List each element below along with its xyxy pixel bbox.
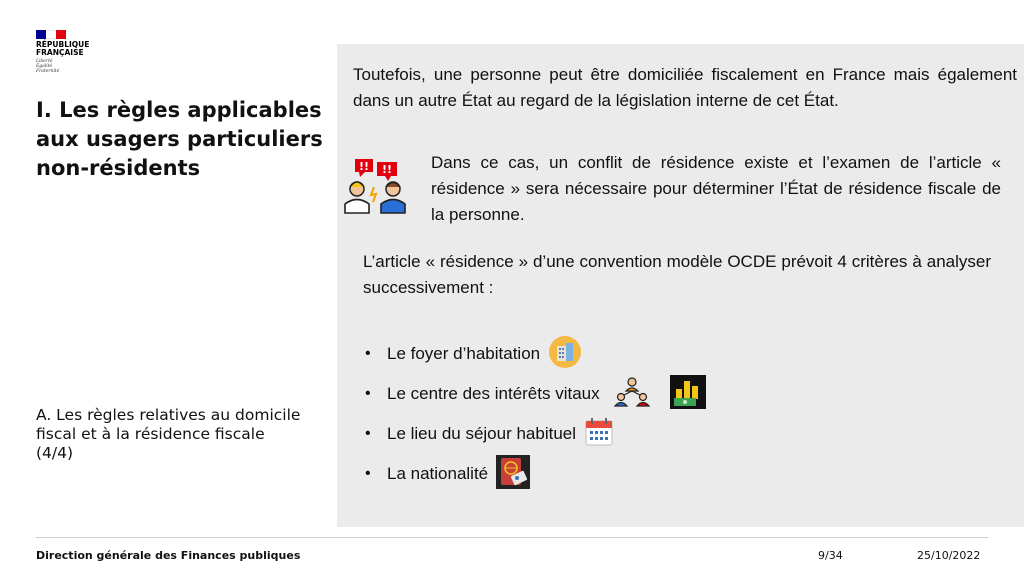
french-flag-icon bbox=[36, 30, 66, 39]
bullet-dot-icon: • bbox=[365, 385, 371, 402]
content-panel bbox=[337, 44, 1024, 527]
money-growth-icon bbox=[670, 375, 706, 414]
list-item bbox=[365, 414, 706, 454]
footer-date: 25/10/2022 bbox=[917, 549, 981, 562]
bullet-dot-icon: • bbox=[365, 425, 371, 442]
passport-icon bbox=[496, 455, 530, 494]
paragraph-conflict: Dans ce cas, un conflit de résidence existe et l’examen de l’article « résidence » sera nécessaire pour déterminer l’État de résidence fiscale de la personne. bbox=[431, 153, 1001, 224]
svg-text:!!: !! bbox=[381, 163, 393, 176]
logo-text: RÉPUBLIQUE FRANÇAISE bbox=[36, 40, 90, 57]
list-item bbox=[365, 454, 706, 494]
list-item bbox=[365, 334, 706, 374]
criteria-list bbox=[365, 334, 706, 494]
criterion-label: Le centre des intérêts vitaux bbox=[387, 384, 600, 403]
footer-organization: Direction générale des Finances publiques bbox=[36, 549, 301, 562]
bullet-dot-icon: • bbox=[365, 465, 371, 482]
logo-motto: Liberté Égalité Fraternité bbox=[36, 59, 60, 74]
paragraph-intro: Toutefois, une personne peut être domiciliée fiscalement en France mais également dans un autre État au regard de la législation interne de cet État. bbox=[353, 65, 1017, 110]
criterion-label: La nationalité bbox=[387, 464, 489, 483]
calendar-icon bbox=[584, 417, 614, 452]
network-people-icon bbox=[614, 376, 650, 413]
conflict-people-icon bbox=[341, 157, 411, 217]
bullet-dot-icon: • bbox=[365, 345, 371, 362]
criterion-label: Le foyer d’habitation bbox=[387, 344, 541, 363]
subtitle: A. Les règles relatives au domicile fiscal et à la résidence fiscale (4/4) bbox=[36, 406, 301, 462]
list-item bbox=[365, 374, 706, 414]
republique-francaise-logo bbox=[36, 30, 116, 74]
svg-text:!!: !! bbox=[358, 160, 370, 173]
section-title: I. Les règles applicables aux usagers particuliers non-résidents bbox=[36, 98, 323, 180]
footer-divider bbox=[36, 537, 988, 538]
page-number: 9/34 bbox=[818, 549, 843, 562]
home-building-icon bbox=[548, 335, 582, 374]
paragraph-criteria: L’article « résidence » d’une convention modèle OCDE prévoit 4 critères à analyser successivement : bbox=[363, 252, 991, 297]
criterion-label: Le lieu du séjour habituel bbox=[387, 424, 577, 443]
